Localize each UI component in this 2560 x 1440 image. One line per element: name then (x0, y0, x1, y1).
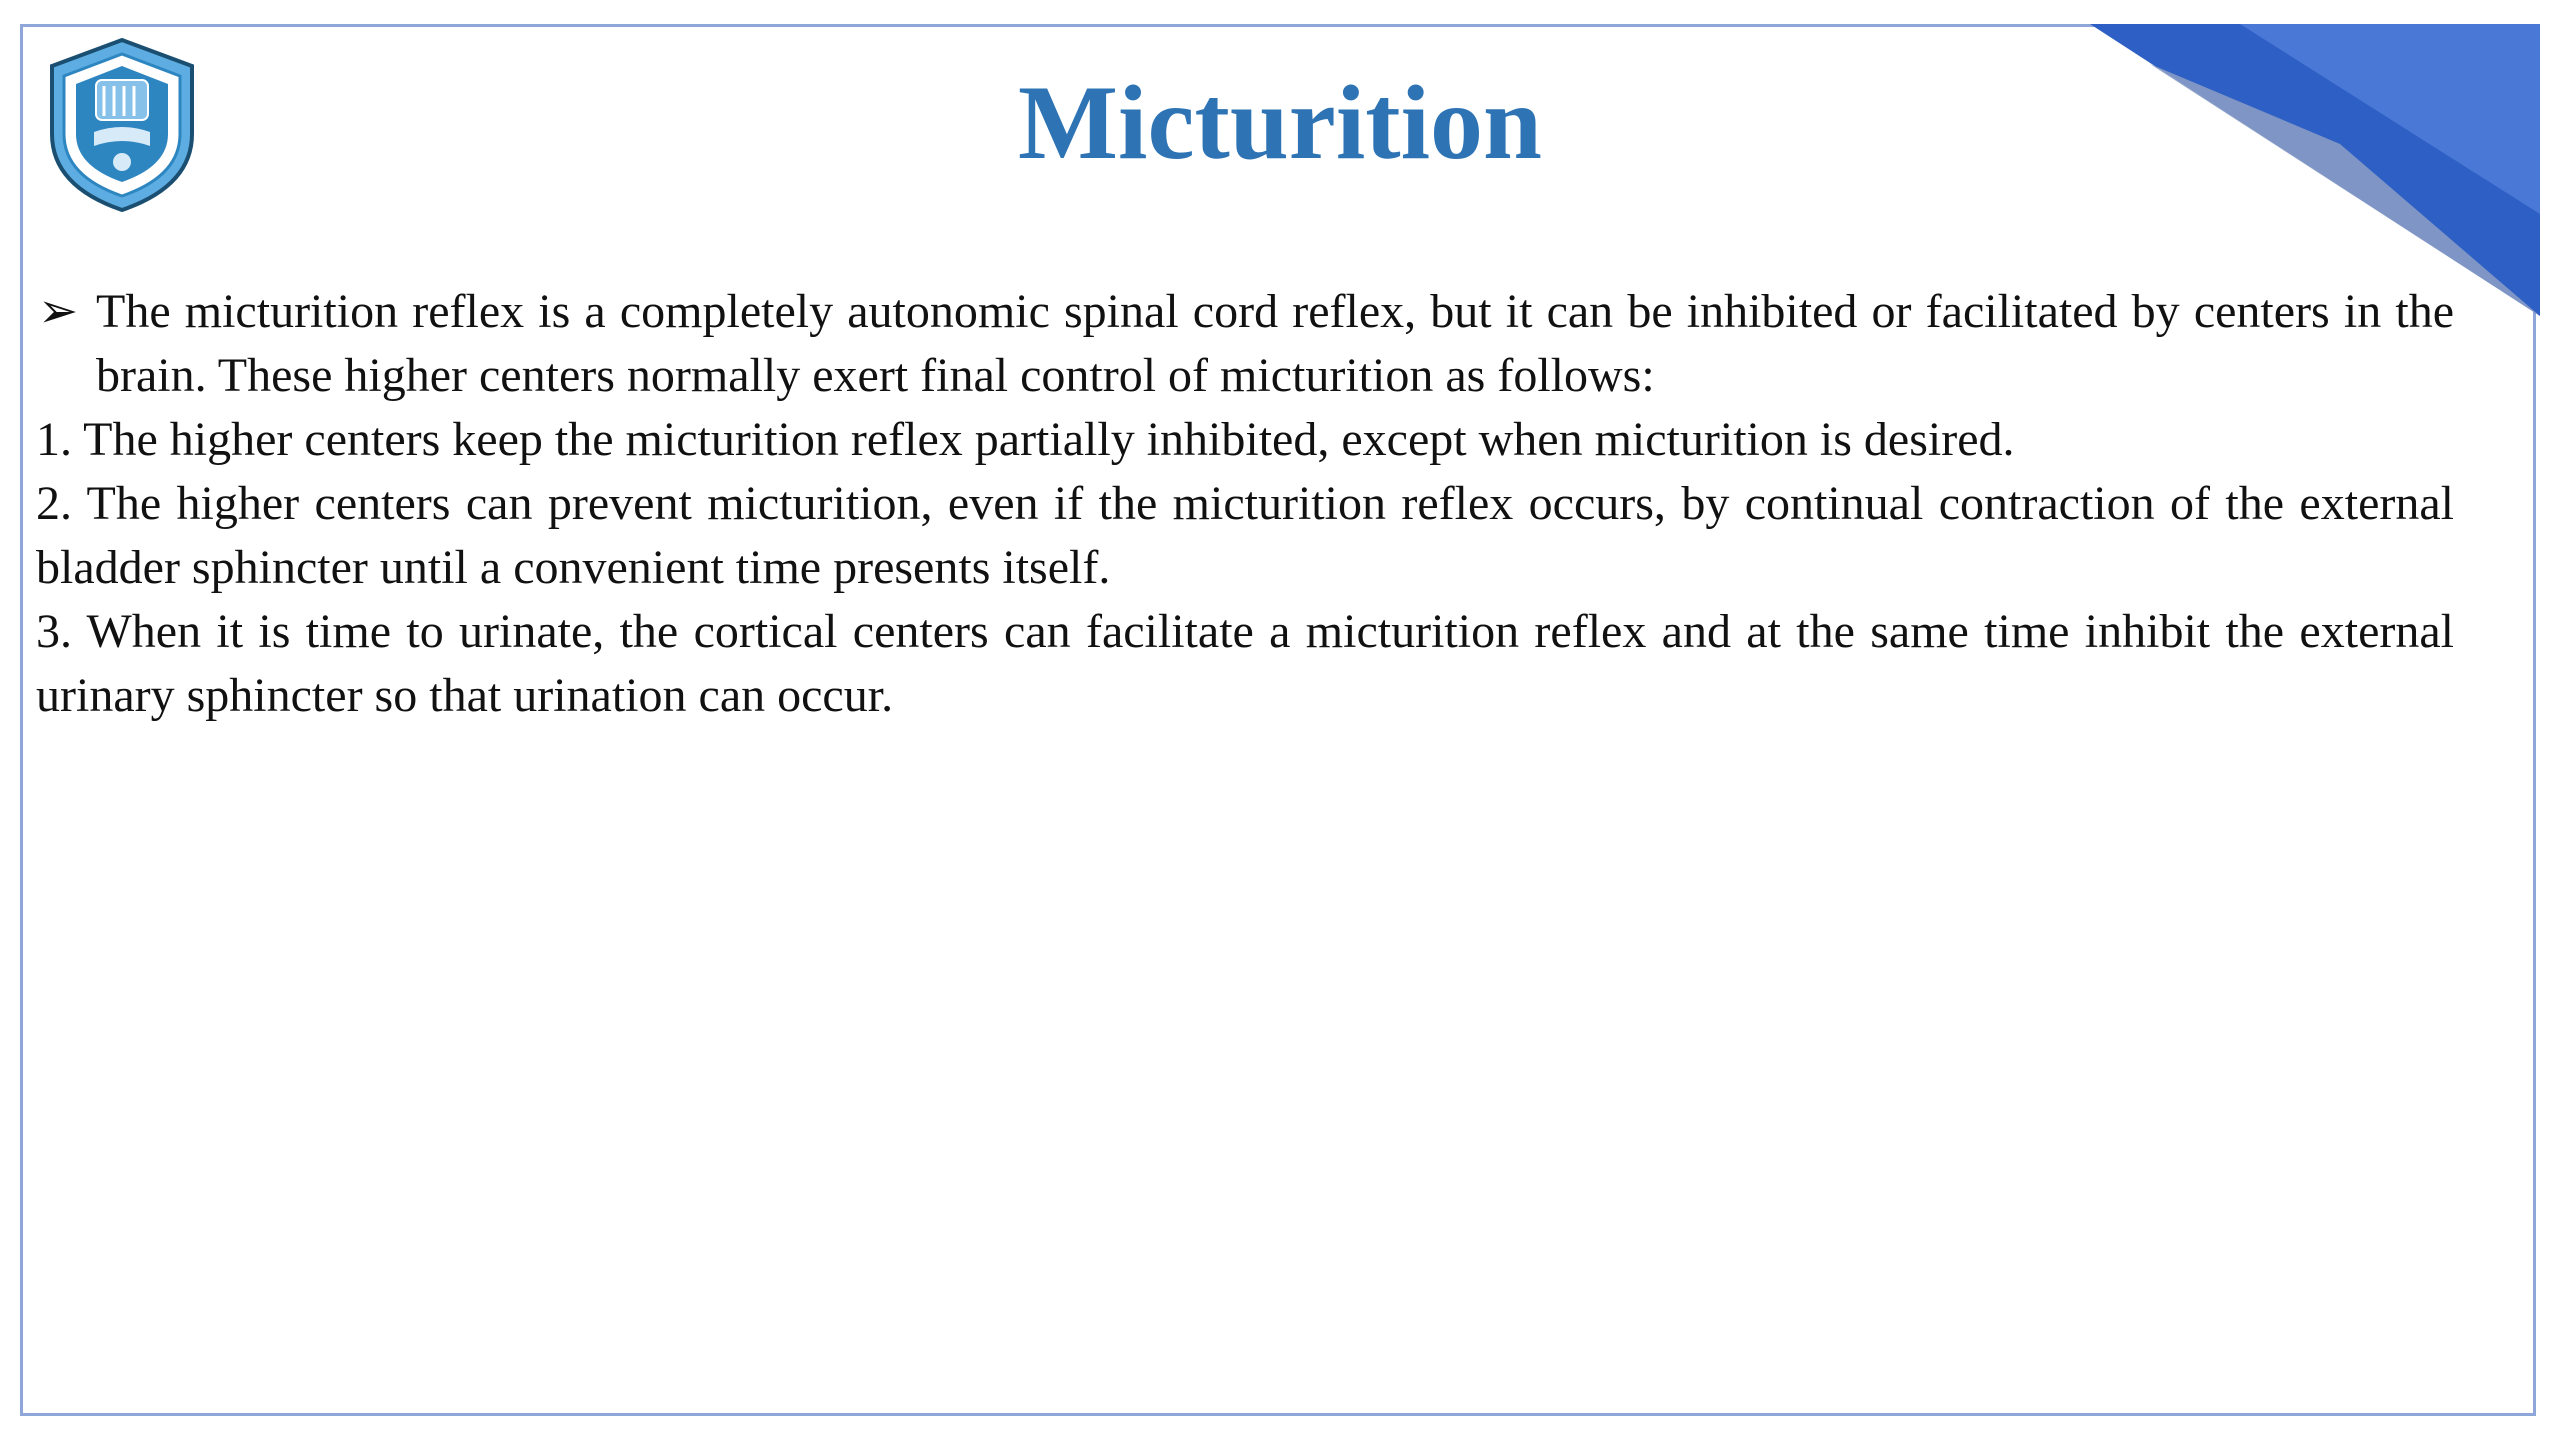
arrow-bullet-icon: ➢ (38, 285, 79, 338)
bullet-text: The micturition reflex is a completely autonomic spinal cord reflex, but it can be inhibited or facilitated by centers in the brain. These higher centers normally exert final control of micturition as follows: (96, 285, 2454, 402)
numbered-item-1: 1. The higher centers keep the micturition reflex partially inhibited, except when micturition is desired. (36, 413, 2015, 466)
numbered-item-2: 2. The higher centers can prevent micturition, even if the micturition reflex occurs, by continual contraction of the external bladder sphincter until a convenient time presents itself. (36, 477, 2454, 594)
slide-body (36, 280, 2454, 728)
bullet-paragraph (36, 280, 2454, 408)
corner-decoration (2090, 24, 2540, 316)
university-crest-logo (44, 36, 200, 214)
numbered-item-3: 3. When it is time to urinate, the cortical centers can facilitate a micturition reflex and at the same time inhibit the external urinary sphincter so that urination can occur. (36, 605, 2454, 722)
slide-title: Micturition (1018, 64, 1542, 181)
